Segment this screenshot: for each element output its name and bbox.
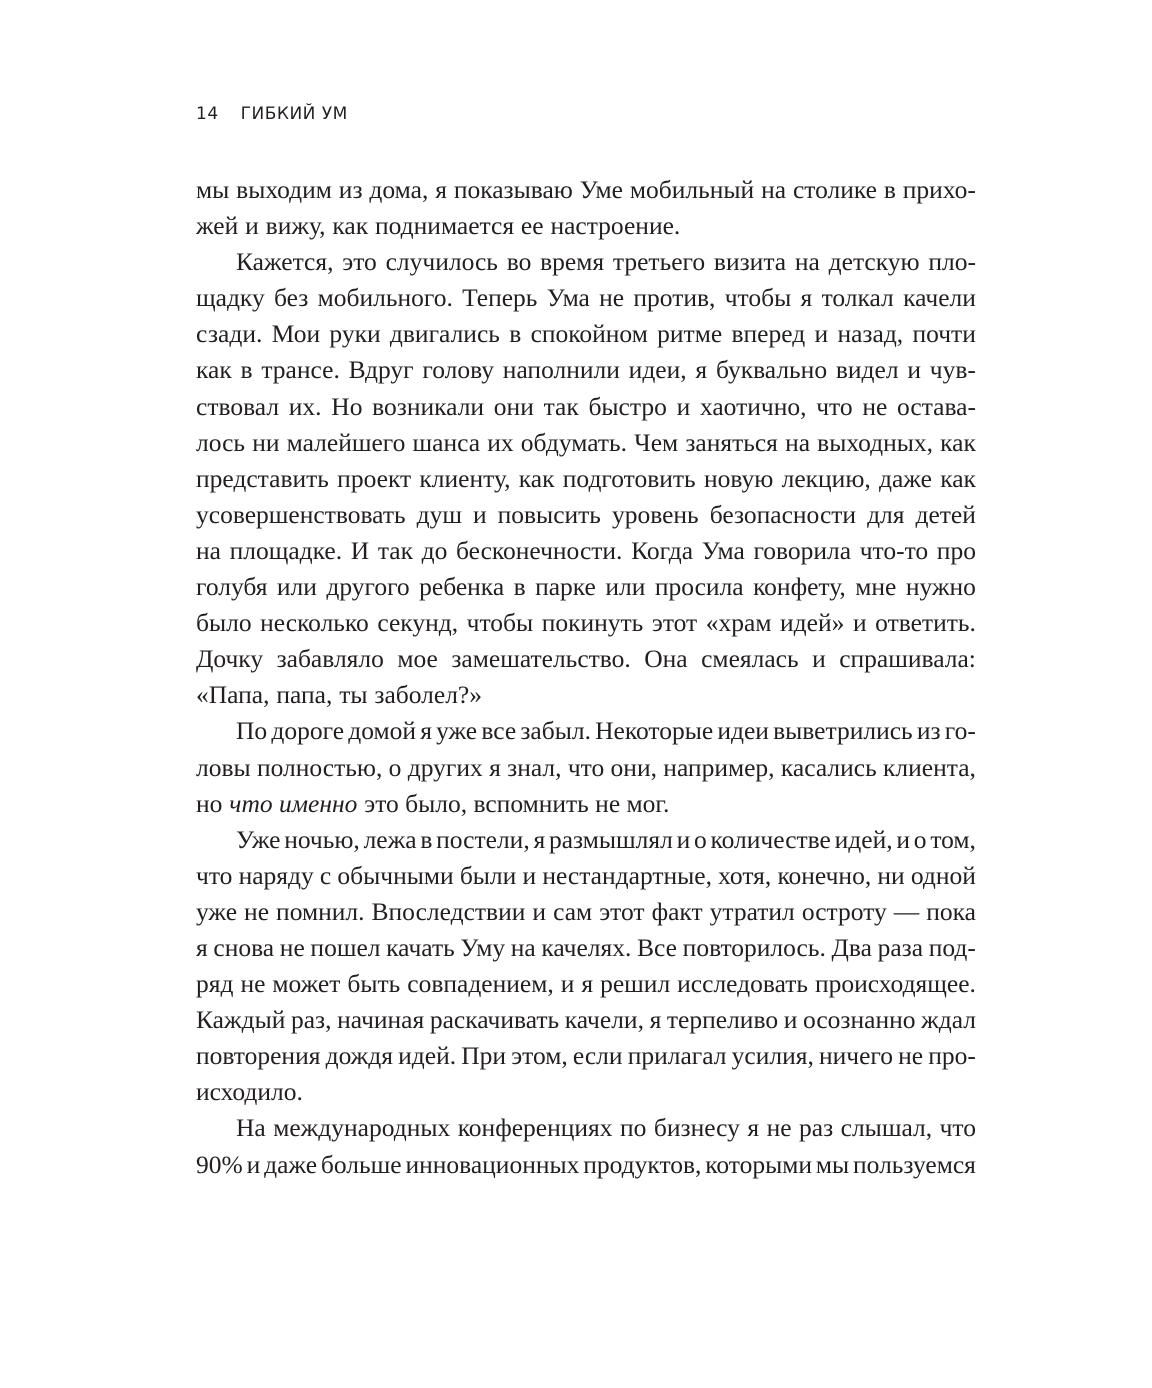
paragraph (196, 1110, 976, 1182)
text-line: мы выходим из дома, я показываю Уме мобильный на столике в прихо- (196, 175, 976, 204)
text-line: Каждый раз, начиная раскачивать качели, я терпеливо и осознанно ждал (196, 1005, 976, 1035)
text-line: Кажется, это случилось во время третьего визита на детскую пло- (236, 247, 976, 277)
text-line: я снова не пошел качать Уму на качелях. Все повторилось. Два раза под- (196, 932, 976, 962)
text-line: усовершенствовать душ и повысить уровень безопасности для детей (196, 499, 976, 529)
text-line: «Папа, папа, ты заболел?» (196, 680, 482, 710)
paragraph (196, 172, 976, 244)
running-header (196, 104, 348, 124)
text-line: что наряду с обычными были и нестандартные, хотя, конечно, ни одной (196, 860, 976, 890)
text-line: ряд не может быть совпадением, и я решил исследовать происходящее. (196, 969, 976, 999)
text-line: как в трансе. Вдруг голову наполнили идеи, я буквально видел и чув- (196, 355, 976, 385)
text-line: ловы полностью, о других я знал, что они, например, касались клиента, (196, 752, 976, 782)
page-number: 14 (196, 104, 219, 124)
text-line: но что именно это было, вспомнить не мог. (196, 786, 976, 822)
text-line: Уже ночью, лежа в постели, я размышлял и о количестве идей, и о том, (236, 824, 976, 854)
text-line: лось ни малейшего шанса их обдумать. Чем заняться на выходных, как (196, 427, 976, 457)
text-line: повторения дождя идей. При этом, если прилагал усилия, ничего не про- (196, 1041, 976, 1071)
text-line: сзади. Мои руки двигались в спокойном ритме вперед и назад, почти (196, 319, 976, 349)
italic-emphasis: что именно (229, 788, 358, 818)
paragraph (196, 713, 976, 821)
body-text (196, 172, 976, 1183)
text-line: 90% и даже больше инновационных продуктов, которыми мы пользуемся (196, 1149, 976, 1179)
text-line: На международных конференциях по бизнесу я не раз слышал, что (236, 1113, 976, 1143)
text-line: было несколько секунд, чтобы покинуть этот «храм идей» и ответить. (196, 608, 976, 638)
text-line: Дочку забавляло мое замешательство. Она смеялась и спрашивала: (196, 644, 976, 674)
text-line: ствовал их. Но возникали они так быстро и хаотично, что не остава- (196, 391, 976, 421)
text-line: По дороге домой я уже все забыл. Некоторые идеи выветрились из го- (236, 716, 976, 746)
text-line: жей и вижу, как поднимается ее настроение. (196, 211, 681, 241)
text-line: на площадке. И так до бесконечности. Когда Ума говорила что-то про (196, 535, 976, 565)
text-line: представить проект клиенту, как подготовить новую лекцию, даже как (196, 463, 976, 493)
text-line: исходило. (196, 1077, 303, 1107)
text-line: голубя или другого ребенка в парке или просила конфету, мне нужно (196, 572, 976, 602)
paragraph (196, 244, 976, 713)
running-title: ГИБКИЙ УМ (240, 104, 348, 124)
text-line: уже не помнил. Впоследствии и сам этот факт утратил остроту — пока (196, 896, 976, 926)
text-line: щадку без мобильного. Теперь Ума не против, чтобы я толкал качели (196, 283, 976, 313)
paragraph (196, 822, 976, 1111)
